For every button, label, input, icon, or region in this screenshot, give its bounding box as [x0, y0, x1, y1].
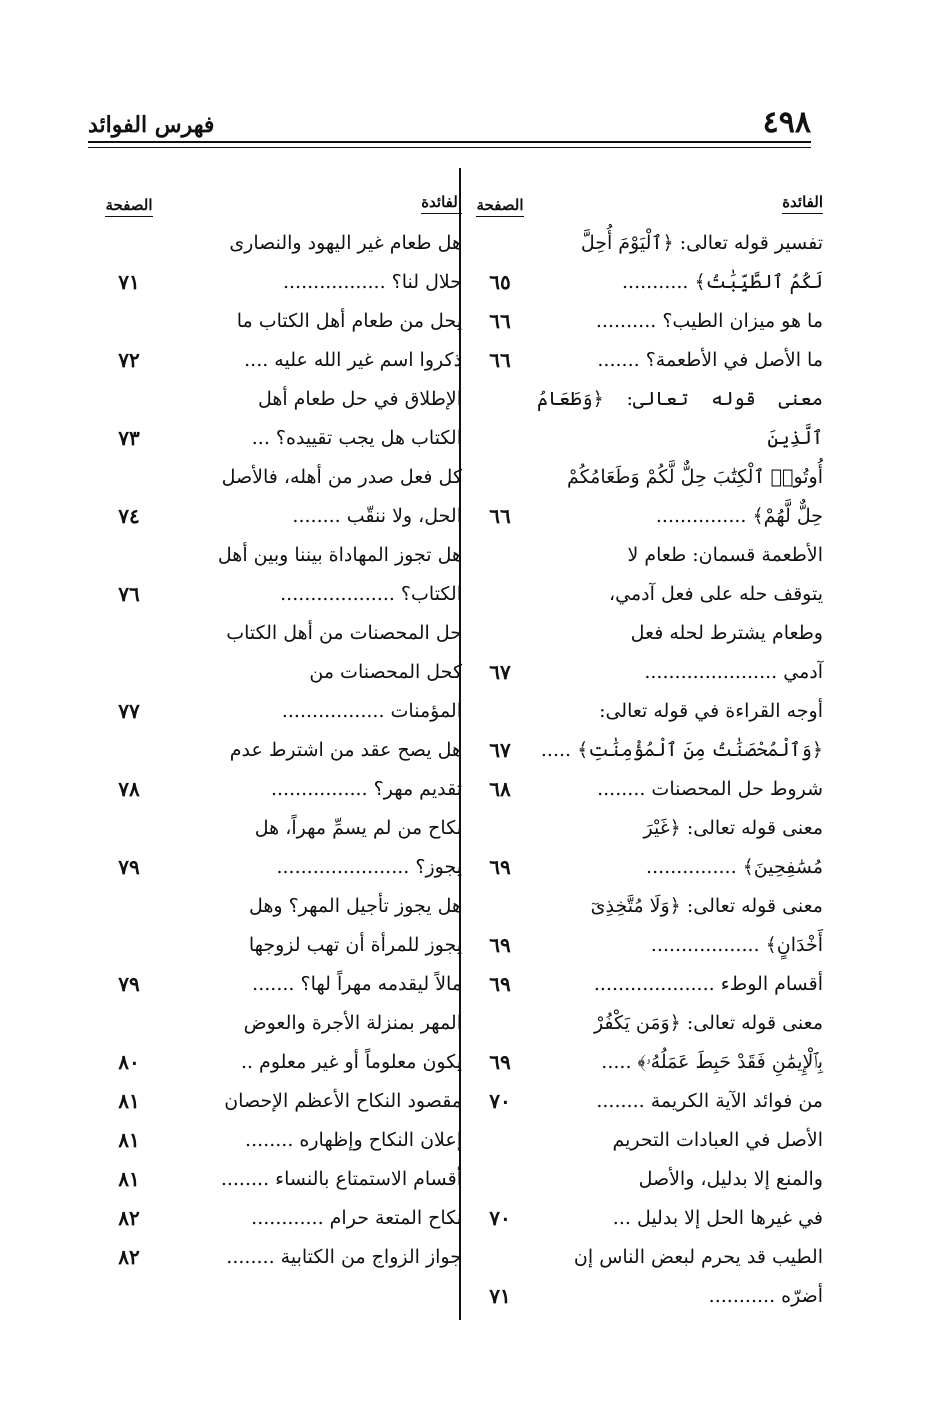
entry-line: أَخْدَانٍ﴾ ..................	[650, 934, 823, 956]
entry-page-number: ٨١	[118, 1128, 140, 1152]
entry-page-number: ٧٦	[118, 582, 140, 606]
entry-topic	[162, 1238, 462, 1277]
entry-line: يكون معلوماً أو غير معلوم ..	[240, 1051, 462, 1073]
entry-line: المهر بمنزلة الأجرة والعوض	[243, 1012, 462, 1034]
entry-page-number: ٧٩	[118, 972, 140, 996]
entry-line: إعلان النكاح وإظهاره ........	[245, 1129, 462, 1151]
index-entry	[467, 965, 823, 1004]
entry-topic	[162, 1082, 462, 1121]
index-entry	[96, 1082, 462, 1121]
index-entry	[96, 536, 462, 614]
entry-line: لَكُمُ ٱلطَّيِّبَٰتُ﴾ ...........	[622, 271, 823, 293]
entry-line: من فوائد الآية الكريمة ........	[596, 1090, 823, 1112]
column-header	[467, 168, 823, 214]
entry-line: كل فعل صدر من أهله، فالأصل	[221, 466, 462, 488]
entry-line: معنى قوله تعالى: ﴿وَمَن يَكْفُرْ	[593, 1012, 823, 1034]
index-entry	[467, 1082, 823, 1121]
header-rule-thick	[88, 141, 811, 143]
entry-page-number: ٧٧	[118, 699, 140, 723]
entry-page-number: ٦٩	[489, 972, 511, 996]
entry-topic	[162, 614, 462, 731]
entry-line: مالاً ليقدمه مهراً لها؟ .......	[252, 973, 462, 995]
entry-topic	[162, 302, 462, 380]
entry-page-number: ٧١	[489, 1284, 511, 1308]
entry-page-number: ٦٧	[489, 660, 511, 684]
entry-page-number: ٧١	[118, 270, 140, 294]
entry-line: الحل، ولا ننقّب ........	[292, 505, 462, 527]
index-column-left	[96, 168, 462, 1277]
entry-line: الأطعمة قسمان: طعام لا	[627, 544, 823, 566]
entry-line: ما هو ميزان الطيب؟ ..........	[595, 310, 823, 332]
index-entry	[96, 458, 462, 536]
entry-page-number: ٦٦	[489, 348, 511, 372]
entry-line: الإطلاق في حل طعام أهل	[257, 388, 462, 410]
index-entry	[96, 887, 462, 1004]
entry-page-number: ٧٣	[118, 426, 140, 450]
index-entry	[467, 887, 823, 965]
index-entry	[467, 341, 823, 380]
entry-line: كحل المحصنات من	[309, 661, 462, 683]
entry-topic	[162, 380, 462, 458]
entry-page-number: ٧٠	[489, 1089, 511, 1113]
entry-page-number: ٧٤	[118, 504, 140, 528]
index-entry	[96, 1121, 462, 1160]
entry-topic	[533, 770, 823, 809]
entry-line: نكاح من لم يسمِّ مهراً، هل	[254, 817, 462, 839]
entry-topic	[162, 731, 462, 809]
entry-line: المؤمنات .................	[281, 700, 462, 722]
index-entry	[96, 380, 462, 458]
entry-line: أضرّه ...........	[708, 1285, 823, 1307]
entry-page-number: ٧٠	[489, 1206, 511, 1230]
entry-topic	[533, 692, 823, 770]
index-column-right	[467, 168, 823, 1316]
entry-topic	[533, 302, 823, 341]
entry-line: معنى قوله تعالى: ﴿وَلَا مُتَّخِذِىٓ	[590, 895, 823, 917]
entry-line: شروط حل المحصنات ........	[597, 778, 823, 800]
entry-page-number: ٦٦	[489, 309, 511, 333]
entry-topic	[162, 887, 462, 1004]
entry-topic	[162, 536, 462, 614]
entry-line: ما الأصل في الأطعمة؟ .......	[597, 349, 823, 371]
entry-topic	[533, 1082, 823, 1121]
entry-line: أقسام الوطء ....................	[593, 973, 823, 995]
page-header	[88, 96, 811, 138]
entry-line: وطعام يشترط لحله فعل	[630, 622, 823, 644]
entry-line: هل يصح عقد من اشترط عدم	[229, 739, 462, 761]
entry-page-number: ٦٦	[489, 504, 511, 528]
entry-line: الطيب قد يحرم لبعض الناس إن	[573, 1246, 823, 1268]
entry-line: حِلٌّ لَّهُمْ﴾ ...............	[655, 505, 823, 527]
index-entry	[467, 302, 823, 341]
entry-topic	[533, 1121, 823, 1238]
index-entry	[96, 1238, 462, 1277]
index-entry	[96, 302, 462, 380]
index-entry	[467, 380, 823, 536]
entry-page-number: ٧٨	[118, 777, 140, 801]
entry-line: يتوقف حله على فعل آدمي،	[609, 583, 823, 605]
entry-page-number: ٦٧	[489, 738, 511, 762]
entry-line: الكتاب هل يجب تقييده؟ ...	[251, 427, 462, 449]
entry-line: حلال لنا؟ .................	[282, 271, 462, 293]
entry-line: ﴿وَٱلْمُحْصَنَٰتُ مِنَ ٱلْمُؤْمِنَٰتِ﴾ .....	[540, 739, 823, 761]
entry-line: معنى قوله تعالى: ﴿وَطَعَامُ ٱلَّذِينَ	[537, 388, 823, 449]
index-entry	[96, 809, 462, 887]
entry-topic	[533, 536, 823, 692]
index-entry	[96, 1160, 462, 1199]
entry-page-number: ٨١	[118, 1089, 140, 1113]
entry-page-number: ٨٢	[118, 1245, 140, 1269]
entry-topic	[533, 224, 823, 302]
entry-page-number: ٦٩	[489, 855, 511, 879]
entry-line: يحل من طعام أهل الكتاب ما	[236, 310, 462, 332]
entry-line: يجوز؟ ......................	[276, 856, 462, 878]
index-entry	[467, 536, 823, 692]
entry-page-number: ٦٥	[489, 270, 511, 294]
index-entry	[96, 1199, 462, 1238]
page-number: ٤٩٨	[762, 105, 811, 140]
entry-topic	[162, 224, 462, 302]
entry-topic	[162, 458, 462, 536]
entry-list	[467, 224, 823, 1316]
entry-topic	[533, 887, 823, 965]
entry-line: أقسام الاستمتاع بالنساء ........	[220, 1168, 462, 1190]
entry-line: بِٱلْإِيمَٰنِ فَقَدْ حَبِطَ عَمَلُهُۥ﴾ .....	[601, 1051, 823, 1073]
index-entry	[467, 770, 823, 809]
index-entry	[467, 809, 823, 887]
entry-line: آدمي ......................	[644, 661, 823, 683]
entry-page-number: ٦٩	[489, 1050, 511, 1074]
entry-line: في غيرها الحل إلا بدليل ...	[612, 1207, 823, 1229]
entry-page-number: ٧٩	[118, 855, 140, 879]
entry-line: تقديم مهر؟ ................	[270, 778, 462, 800]
entry-line: الكتاب؟ ...................	[280, 583, 462, 605]
entry-list	[96, 224, 462, 1277]
entry-line: ذكروا اسم غير الله عليه ....	[244, 349, 462, 371]
entry-page-number: ٧٢	[118, 348, 140, 372]
entry-line: هل يجوز تأجيل المهر؟ وهل	[248, 895, 462, 917]
index-entry	[467, 692, 823, 770]
running-title: فهرس الفوائد	[88, 112, 215, 138]
entry-line: معنى قوله تعالى: ﴿غَيْرَ	[643, 817, 823, 839]
entry-line: مُسَٰفِحِينَ﴾ ...............	[646, 856, 823, 878]
entry-topic	[533, 1004, 823, 1082]
entry-topic	[533, 341, 823, 380]
index-entry	[467, 224, 823, 302]
index-entry	[96, 1004, 462, 1082]
entry-line: هل طعام غير اليهود والنصارى	[229, 232, 462, 254]
column-header	[96, 168, 462, 214]
entry-page-number: ٨١	[118, 1167, 140, 1191]
entry-topic	[162, 809, 462, 887]
entry-line: أُوتُوا۟ ٱلْكِتَٰبَ حِلٌّ لَّكُمْ وَطَعَامُكُمْ	[567, 466, 823, 488]
entry-topic	[162, 1121, 462, 1160]
entry-line: هل تجوز المهاداة بيننا وبين أهل	[217, 544, 462, 566]
index-entry	[467, 1121, 823, 1238]
entry-page-number: ٨٢	[118, 1206, 140, 1230]
entry-topic	[162, 1160, 462, 1199]
index-entry	[96, 614, 462, 731]
entry-line: والمنع إلا بدليل، والأصل	[638, 1168, 823, 1190]
entry-line: أوجه القراءة في قوله تعالى:	[599, 700, 823, 722]
header-rule-thin	[88, 147, 811, 148]
index-entry	[467, 1004, 823, 1082]
entry-line: يجوز للمرأة أن تهب لزوجها	[248, 934, 462, 956]
entry-line: الأصل في العبادات التحريم	[612, 1129, 823, 1151]
page-heading: الصفحة	[105, 196, 152, 217]
entry-topic	[533, 1238, 823, 1316]
entry-line: نكاح المتعة حرام ............	[251, 1207, 462, 1229]
entry-line: جواز الزواج من الكتابية ........	[226, 1246, 462, 1268]
index-entry	[467, 1238, 823, 1316]
entry-topic	[162, 1004, 462, 1082]
entry-page-number: ٦٨	[489, 777, 511, 801]
index-entry	[96, 731, 462, 809]
entry-page-number: ٨٠	[118, 1050, 140, 1074]
entry-topic	[162, 1199, 462, 1238]
entry-page-number: ٦٩	[489, 933, 511, 957]
entry-line: تفسير قوله تعالى: ﴿ٱلْيَوْمَ أُحِلَّ	[580, 232, 823, 254]
topic-heading: الفائدة	[421, 193, 462, 214]
topic-heading: الفائدة	[782, 193, 823, 214]
entry-topic	[533, 380, 823, 536]
entry-line: حل المحصنات من أهل الكتاب	[226, 622, 462, 644]
entry-topic	[533, 809, 823, 887]
entry-line: مقصود النكاح الأعظم الإحصان	[224, 1090, 462, 1112]
page-heading: الصفحة	[476, 196, 523, 217]
entry-topic	[533, 965, 823, 1004]
index-entry	[96, 224, 462, 302]
